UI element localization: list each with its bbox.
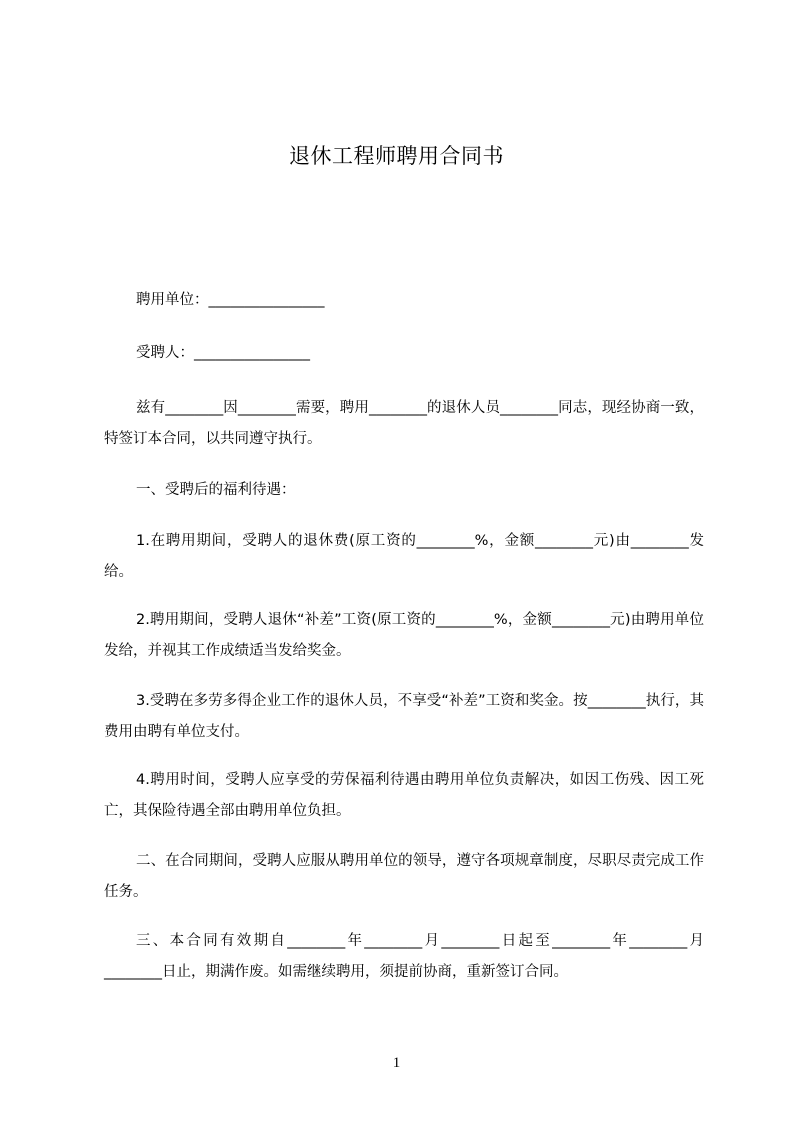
page-number: 1	[392, 1055, 401, 1071]
section-3-paragraph: 三、本合同有效期自________年________月________日起至________年________月________日止，期满作废。如需继续聘用，须提前协商，重新签订合同。	[104, 933, 704, 980]
employee-field: 受聘人：________________	[136, 345, 310, 361]
section-2-paragraph: 二、在合同期间，受聘人应服从聘用单位的领导，遵守各项规章制度，尽职尽责完成工作任务。	[104, 853, 704, 900]
document-title: 退休工程师聘用合同书	[289, 144, 504, 168]
employer-field: 聘用单位：________________	[136, 292, 325, 308]
clause-1-3: 3.受聘在多劳多得企业工作的退休人员，不享受“补差”工资和奖金。按________执行，其费用由聘有单位支付。	[104, 693, 704, 740]
clause-1-1: 1.在聘用期间，受聘人的退休费(原工资的________%，金额________元)由________发给。	[104, 533, 704, 580]
section-1-heading: 一、受聘后的福利待遇：	[136, 482, 296, 498]
clause-1-4: 4.聘用时间，受聘人应享受的劳保福利待遇由聘用单位负责解决，如因工伤残、因工死亡，其保险待遇全部由聘用单位负担。	[104, 772, 704, 819]
clause-1-2: 2.聘用期间，受聘人退休“补差”工资(原工资的________%，金额________元)由聘用单位发给，并视其工作成绩适当发给奖金。	[104, 612, 704, 659]
intro-paragraph: 兹有________因________需要，聘用________的退休人员________同志，现经协商一致，特签订本合同，以共同遵守执行。	[104, 400, 704, 447]
